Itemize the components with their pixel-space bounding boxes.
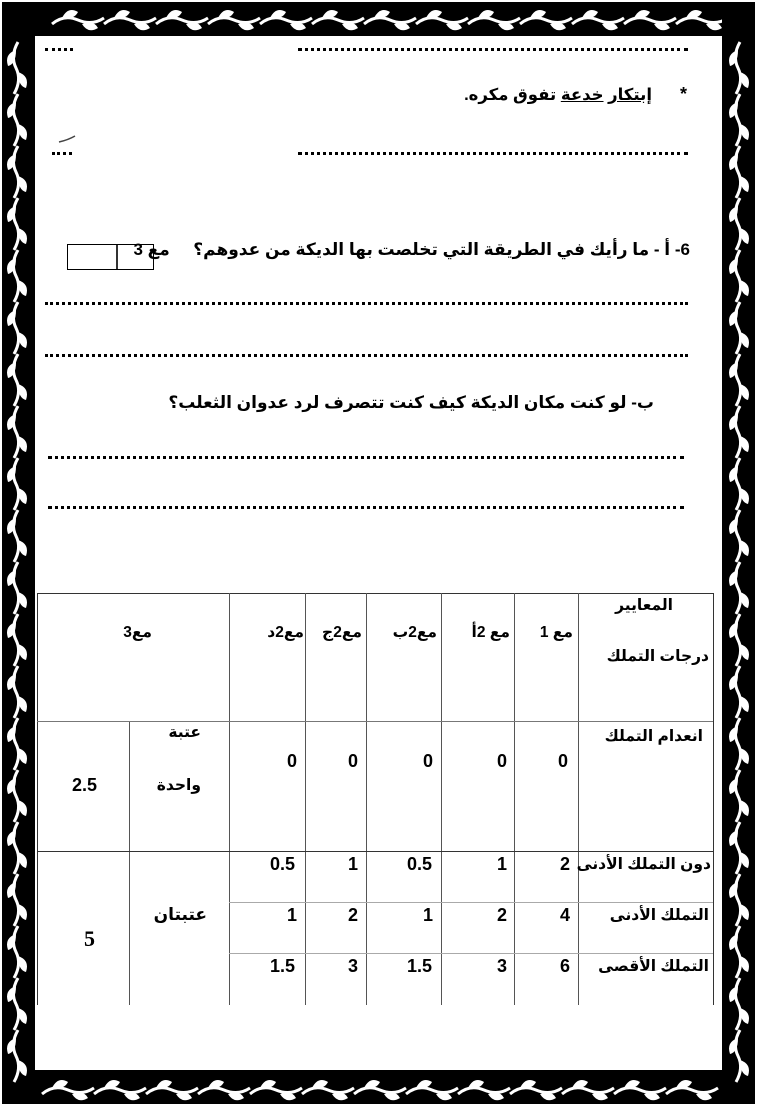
column-divider <box>441 593 442 1005</box>
score-value: 1.5 <box>407 956 433 976</box>
rubric-table <box>37 593 713 1005</box>
ivy-leaf-pattern-icon <box>722 2 755 1104</box>
level-label: التملك الأقصى <box>598 958 709 975</box>
header-levels-label: درجات التملك <box>606 648 709 665</box>
column-divider <box>366 593 367 1005</box>
question-text: ما رأيك في الطريقة التي تخلصت بها الديكة من عدوهم؟ <box>193 240 650 259</box>
group-threshold-label: عتبتان <box>153 905 207 924</box>
score-cell-right[interactable] <box>118 245 153 269</box>
answer-line[interactable] <box>52 152 72 155</box>
row-divider <box>37 851 713 852</box>
stray-mark-icon <box>58 134 78 144</box>
column-divider <box>229 593 230 1005</box>
score-value: 3 <box>348 956 359 976</box>
score-cell-left[interactable] <box>68 245 118 269</box>
criterion-label: مع 3 <box>133 240 170 259</box>
table-border-left <box>37 593 38 1005</box>
score-value: 1 <box>423 905 434 925</box>
header-criterion-2d: مع2د <box>267 624 304 641</box>
header-criterion-3: مع3 <box>123 624 152 641</box>
ivy-leaf-pattern-icon <box>2 2 35 1104</box>
row-divider <box>37 721 713 722</box>
level-label: دون التملك الأدنى <box>576 856 711 873</box>
header-criterion-2c: مع2ج <box>322 624 362 641</box>
question-label: ب- <box>631 393 654 412</box>
underlined-word: إبتكار <box>608 86 652 104</box>
score-value: 0 <box>348 751 359 771</box>
level-label: انعدام التملك <box>604 728 703 745</box>
threshold-label: عتبة <box>168 724 201 741</box>
score-value: 0.5 <box>407 854 433 874</box>
answer-line[interactable] <box>45 302 688 305</box>
score-value: 0 <box>423 751 434 771</box>
score-value: 1.5 <box>270 956 296 976</box>
score-value: 0 <box>287 751 298 771</box>
question-text: لو كنت مكان الديكة كيف كنت تتصرف لرد عدوان الثعلب؟ <box>168 393 627 412</box>
score-value: 2 <box>560 854 571 874</box>
score-value: 3 <box>497 956 508 976</box>
header-criterion-2b: مع2ب <box>392 624 437 641</box>
border-left <box>2 2 35 1104</box>
row-divider <box>229 953 713 954</box>
underlined-word: خدعة <box>560 86 604 104</box>
score-value: 1 <box>497 854 508 874</box>
bullet-prompt-text: إبتكار خدعة تفوق مكره. <box>464 86 652 104</box>
ivy-leaf-pattern-icon <box>2 2 755 36</box>
border-right <box>722 2 755 1104</box>
column-divider <box>305 593 306 1005</box>
group-threshold-score: 5 <box>84 926 95 951</box>
row-divider <box>229 902 713 903</box>
border-bottom <box>2 1070 755 1104</box>
score-value: 1 <box>348 854 359 874</box>
score-value: 0 <box>497 751 508 771</box>
question-6b <box>168 393 654 413</box>
answer-line[interactable] <box>45 48 73 51</box>
border-top <box>2 2 755 36</box>
ivy-leaf-pattern-icon <box>2 1070 755 1104</box>
score-box[interactable] <box>67 244 154 270</box>
column-divider <box>129 721 130 1005</box>
answer-line[interactable] <box>45 354 688 357</box>
answer-line[interactable] <box>48 506 684 509</box>
score-value: 1 <box>287 905 298 925</box>
bullet-marker: * <box>680 84 688 104</box>
score-value: 4 <box>560 905 571 925</box>
level-label: التملك الأدنى <box>609 907 709 924</box>
score-value: 2 <box>348 905 359 925</box>
question-label: 6- أ - <box>653 240 690 259</box>
question-6a <box>133 240 690 260</box>
header-criteria-label: المعايير <box>615 597 673 614</box>
header-criterion-2a: مع 2أ <box>471 624 510 641</box>
answer-line[interactable] <box>298 152 688 155</box>
table-border-right <box>713 593 714 1005</box>
header-criterion-1: مع 1 <box>539 624 573 641</box>
score-value: 0 <box>558 751 569 771</box>
column-divider <box>578 593 579 1005</box>
answer-line[interactable] <box>48 456 684 459</box>
table-border-top <box>37 593 713 594</box>
threshold-score: 2.5 <box>72 775 98 795</box>
threshold-label: واحدة <box>156 777 201 794</box>
score-value: 6 <box>560 956 571 976</box>
answer-line[interactable] <box>298 48 688 51</box>
score-value: 2 <box>497 905 508 925</box>
column-divider <box>514 593 515 1005</box>
score-value: 0.5 <box>270 854 296 874</box>
